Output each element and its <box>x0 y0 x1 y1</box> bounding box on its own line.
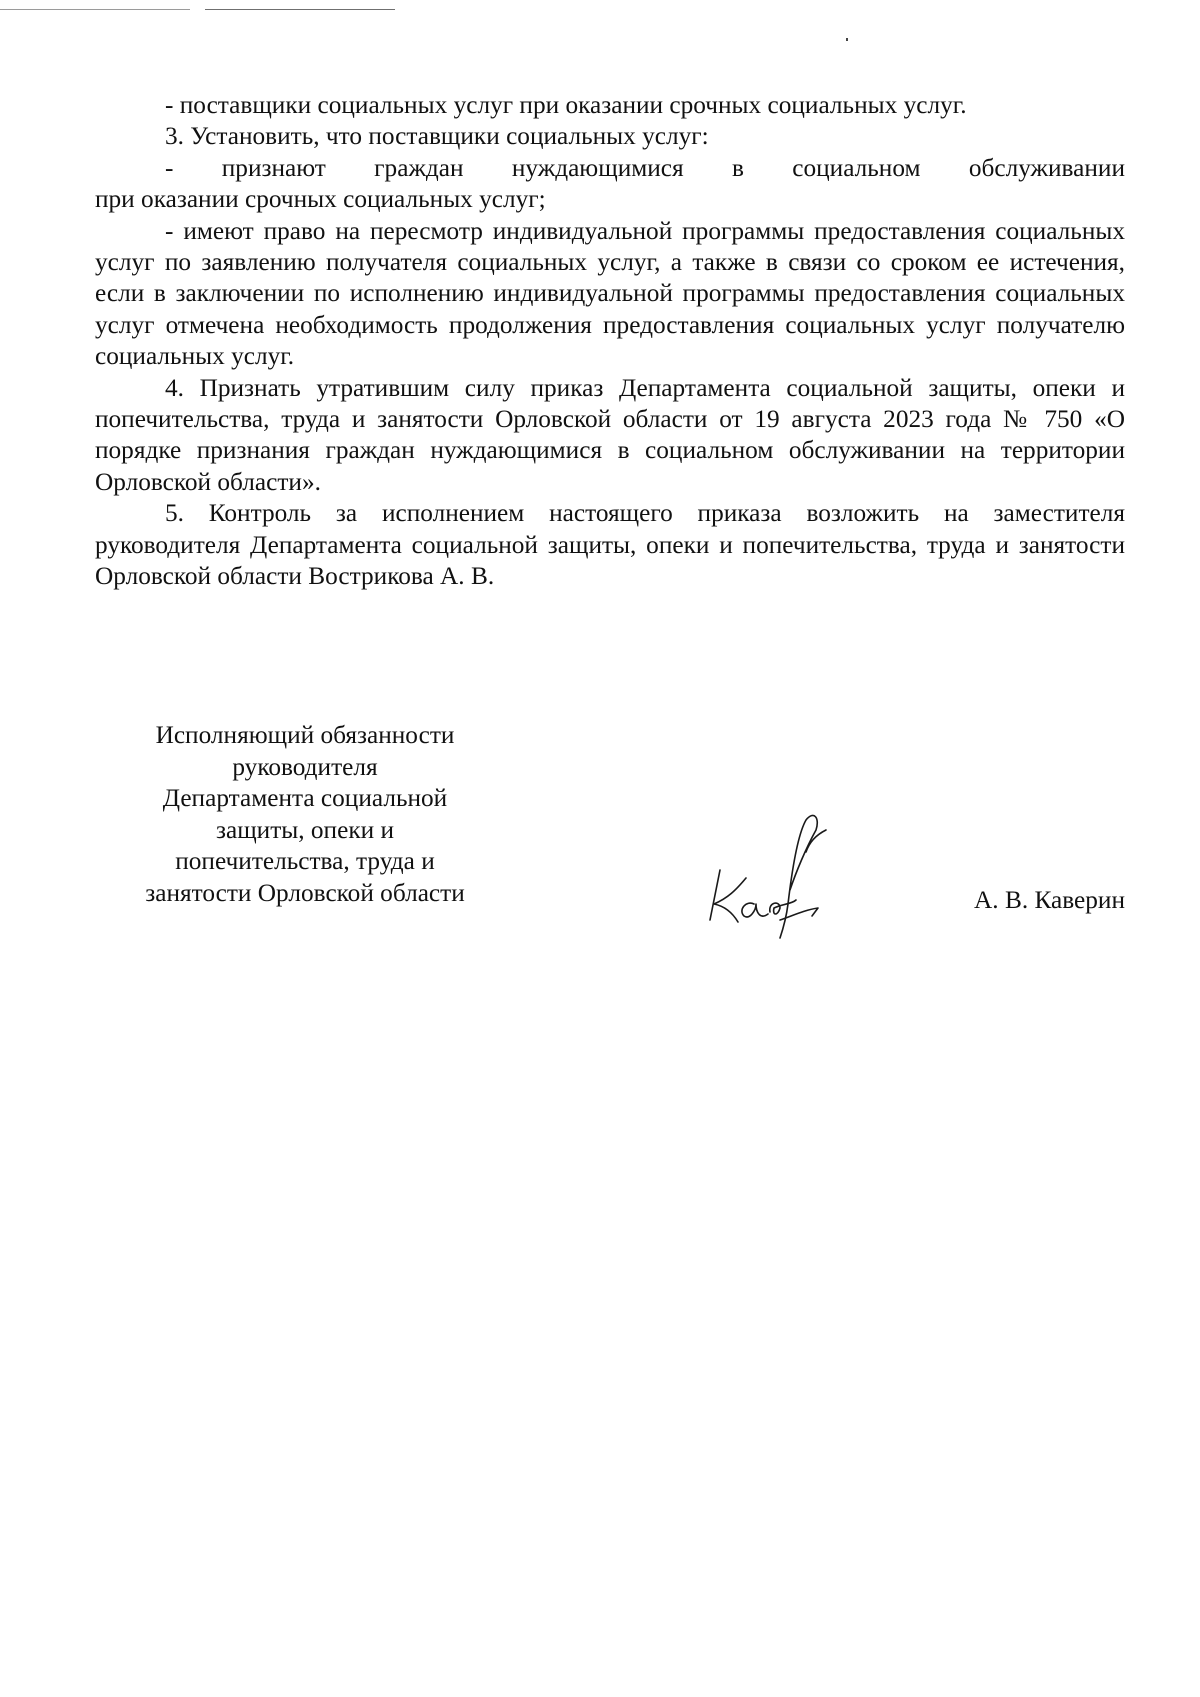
signer-name: А. В. Каверин <box>974 886 1125 914</box>
paragraph: 4. Признать утратившим силу приказ Департамента социальной защиты, опеки и попечительства, труда и занятости Орловской области от 19 августа 2023 года № 750 «О порядке признания граждан нуждающимися в социальном обслуживании на территории Орловской области». <box>95 373 1125 496</box>
paragraph: 3. Установить, что поставщики социальных услуг: <box>165 122 709 151</box>
paragraph: - поставщики социальных услуг при оказании срочных социальных услуг. <box>165 91 967 119</box>
document-body <box>95 90 1125 593</box>
handwritten-signature <box>706 800 836 940</box>
scan-artifact-line <box>205 9 395 10</box>
paragraph: - признают граждан нуждающимися в социальном обслуживании <box>165 153 1125 182</box>
signer-position-line: защиты, опеки и <box>215 815 395 844</box>
paragraph: 5. Контроль за исполнением настоящего приказа возложить на заместителя руководителя Департамента социальной защиты, опеки и попечительства, труда и занятости Орловской области Вострикова А. В. <box>95 499 1125 591</box>
signer-position-line: Департамента социальной <box>162 784 448 812</box>
paragraph: при оказании срочных социальных услуг; <box>95 185 546 214</box>
scan-artifact-line <box>0 9 190 10</box>
signer-position-line: Исполняющий обязанности <box>155 721 455 749</box>
signer-position-line: попечительства, труда и <box>175 847 435 875</box>
signer-position <box>110 720 500 909</box>
signer-position-line: руководителя <box>232 752 378 781</box>
signer-position-line: занятости Орловской области <box>145 878 465 907</box>
paragraph: - имеют право на пересмотр индивидуальной программы предоставления социальных услуг по заявлению получателя социальных услуг, а также в связи со сроком ее истечения, если в заключении по исполнению индивидуальной программы предоставления социальных услуг отмечена необходимость продолжения предоставления социальных услуг получателю социальных услуг. <box>95 216 1125 371</box>
scan-artifact-dot <box>846 38 848 41</box>
